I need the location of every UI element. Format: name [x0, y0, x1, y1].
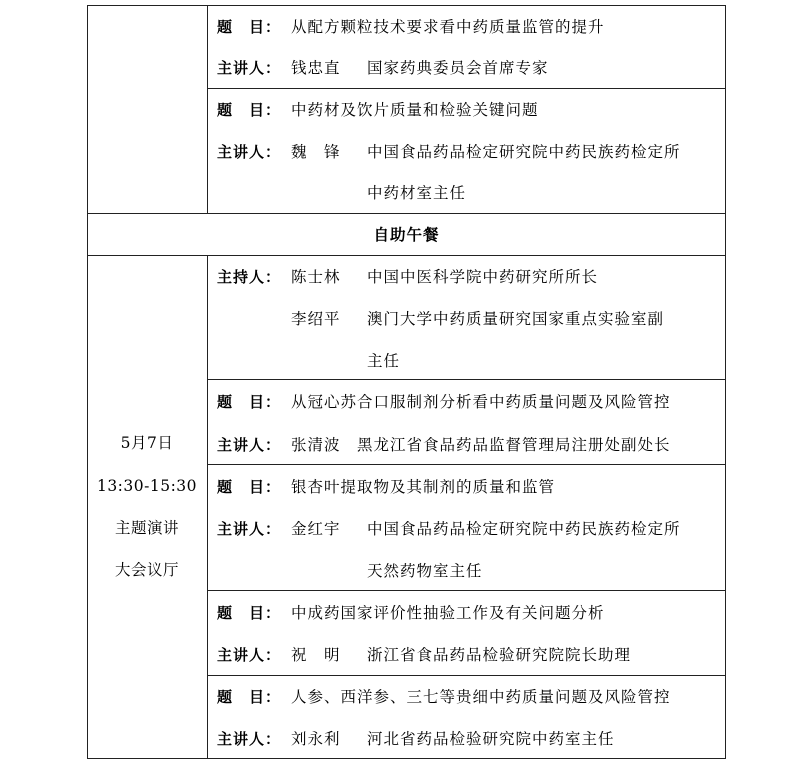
rule: [725, 5, 726, 759]
speaker-org-continued: [367, 561, 483, 581]
speaker-org: 中国食品药品检定研究院中药民族药检定所: [367, 143, 681, 161]
speaker-row: [217, 645, 631, 665]
host-name: 陈士林: [291, 268, 341, 286]
talk-topic: 中药材及饮片质量和检验关键问题: [291, 101, 539, 119]
speaker-row: [217, 142, 681, 162]
speaker-org-continued: [367, 183, 466, 203]
talk-topic: 人参、西洋参、三七等贵细中药质量问题及风险管控: [291, 688, 671, 706]
topic-label: 题 目：: [217, 688, 282, 706]
rule: [207, 379, 726, 380]
speaker-label: 主讲人：: [217, 520, 282, 538]
rule: [87, 5, 88, 759]
speaker-row: [217, 729, 615, 749]
speaker-org: 浙江省食品药品检验研究院院长助理: [367, 646, 632, 664]
speaker-name: 祝 明: [291, 646, 341, 664]
session-venue: 大会议厅: [114, 561, 179, 579]
speaker-name: 钱忠直: [291, 59, 341, 77]
host-row: [291, 309, 664, 329]
speaker-org: 天然药物室主任: [367, 562, 483, 580]
host-org: 主任: [367, 352, 401, 370]
topic-label: 题 目：: [217, 393, 282, 411]
rule: [87, 213, 726, 214]
speaker-label: 主讲人：: [217, 436, 282, 454]
schedule-table: [87, 5, 726, 761]
host-org: 中国中医科学院中药研究所所长: [367, 268, 599, 286]
talk-topic: 中成药国家评价性抽验工作及有关问题分析: [291, 604, 605, 622]
topic-label: 题 目：: [217, 604, 282, 622]
speaker-org: 国家药典委员会首席专家: [367, 59, 549, 77]
speaker-name: 金红宇: [291, 520, 341, 538]
speaker-row: [217, 435, 671, 455]
speaker-row: [217, 519, 681, 539]
talk-topic-row: [217, 477, 555, 497]
rule: [87, 758, 726, 759]
talk-topic: 从配方颗粒技术要求看中药质量监管的提升: [291, 18, 605, 36]
host-org-continued: [367, 351, 400, 371]
talk-topic-row: [217, 392, 671, 412]
speaker-org: 中药材室主任: [367, 184, 467, 202]
talk-topic: 从冠心苏合口服制剂分析看中药质量问题及风险管控: [291, 393, 671, 411]
rule: [87, 255, 726, 256]
speaker-org: 河北省药品检验研究院中药室主任: [367, 730, 615, 748]
talk-topic-row: [217, 603, 605, 623]
speaker-row: [217, 58, 549, 78]
speaker-detail: 张清波 黑龙江省食品药品监督管理局注册处副处长: [291, 436, 671, 454]
talk-topic-row: [217, 17, 605, 37]
rule: [207, 675, 726, 676]
rule: [207, 464, 726, 465]
rule: [207, 590, 726, 591]
talk-topic: 银杏叶提取物及其制剂的质量和监管: [291, 478, 556, 496]
lunch-row: 自助午餐: [373, 226, 440, 244]
session-type: 主题演讲: [114, 519, 179, 537]
host-name: 李绍平: [291, 310, 341, 328]
speaker-label: 主讲人：: [217, 730, 282, 748]
host-row: [217, 267, 598, 287]
session-time: 13:30-15:30: [96, 477, 198, 495]
speaker-name: 魏 锋: [291, 143, 341, 161]
rule: [207, 5, 208, 214]
speaker-label: 主讲人：: [217, 59, 282, 77]
topic-label: 题 目：: [217, 101, 282, 119]
speaker-org: 中国食品药品检定研究院中药民族药检定所: [367, 520, 681, 538]
speaker-label: 主讲人：: [217, 143, 282, 161]
topic-label: 题 目：: [217, 18, 282, 36]
speaker-label: 主讲人：: [217, 646, 282, 664]
talk-topic-row: [217, 687, 671, 707]
topic-label: 题 目：: [217, 478, 282, 496]
talk-topic-row: [217, 100, 539, 120]
rule: [207, 88, 726, 89]
rule: [207, 255, 208, 759]
rule: [87, 5, 726, 6]
host-org: 澳门大学中药质量研究国家重点实验室副: [367, 310, 665, 328]
session-date: 5月7日: [120, 434, 174, 452]
speaker-name: 刘永利: [291, 730, 341, 748]
host-label: 主持人：: [217, 268, 282, 286]
